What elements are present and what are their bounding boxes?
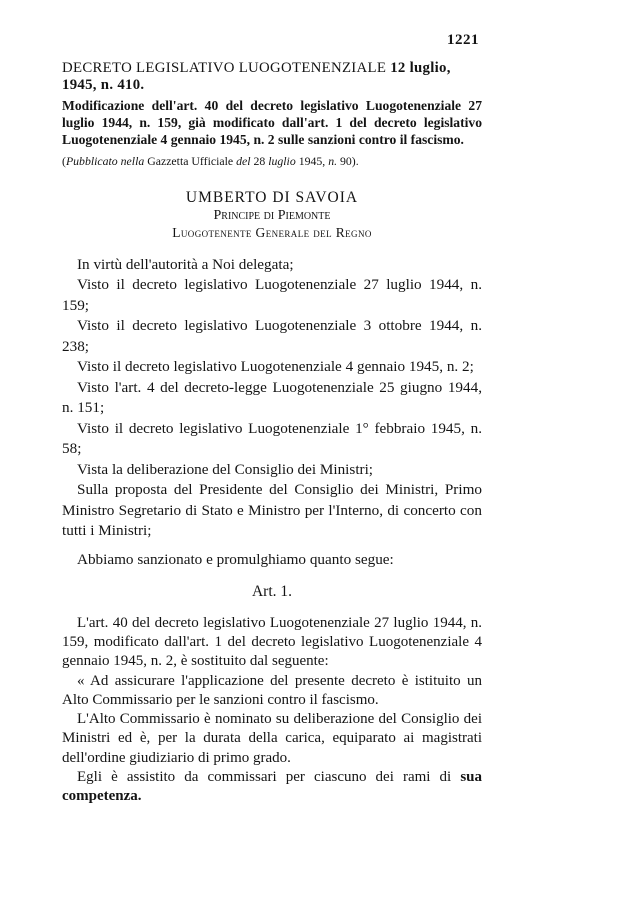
publication-number: 90).	[340, 153, 359, 168]
article-last-end: sua competenza.	[62, 768, 483, 805]
article-heading: Art. 1.	[251, 582, 293, 600]
issuer-name: UMBERTO DI SAVOIA	[185, 188, 359, 206]
publication-day: 28	[253, 153, 266, 168]
article-paragraph	[62, 768, 482, 807]
decree-title-date: 12 luglio, 1945, n. 410.	[62, 60, 451, 93]
preamble-line: Visto il decreto legislativo Luogotenenziale 3 ottobre 1944, n. 238;	[62, 317, 482, 355]
issuer-title-1: Principe di Piemonte	[213, 207, 331, 223]
preamble-line: Vista la deliberazione del Consiglio dei Ministri;	[77, 460, 374, 478]
publication-month: luglio	[268, 153, 296, 168]
preamble-line: Sulla proposta del Presidente del Consiglio dei Ministri, Primo Ministro Segretario di Stato e Ministro per l'Interno, di concerto con tutti i Ministri;	[62, 481, 482, 540]
preamble-line: Visto il decreto legislativo Luogotenenziale 1° febbraio 1945, n. 58;	[62, 419, 482, 458]
issuer-block	[62, 188, 482, 241]
preamble-line: Visto l'art. 4 del decreto-legge Luogotenenziale 25 giugno 1944, n. 151;	[62, 378, 482, 417]
enacting-formula: Abbiamo sanzionato e promulghiamo quanto segue:	[77, 550, 394, 568]
preamble-line: Visto il decreto legislativo Luogotenenziale 4 gennaio 1945, n. 2;	[77, 358, 474, 376]
page-number: 1221	[447, 32, 479, 48]
article-paragraph: L'art. 40 del decreto legislativo Luogotenenziale 27 luglio 1944, n. 159, modificato dall'art. 1 del decreto legislativo Luogotenenziale 4 gennaio 1945, n. 2, è sostituito dal seguente:	[62, 614, 482, 670]
publication-open: (	[62, 153, 66, 168]
article-last-start: Egli è assistito da commissari per ciascuno dei rami di	[77, 768, 452, 785]
decree-title-prefix: DECRETO LEGISLATIVO LUOGOTENENZIALE	[62, 60, 387, 76]
decree-subtitle: Modificazione dell'art. 40 del decreto legislativo Luogotenenziale 27 luglio 1944, n. 159, già modificato dall'art. 1 del decreto legislativo Luogotenenziale 4 gennaio 1945, n. 2 sulle sanzioni contro il fascismo.	[62, 98, 482, 148]
preamble-line: Visto il decreto legislativo Luogotenenziale 27 luglio 1944, n. 159;	[62, 276, 482, 314]
preamble-line: In virtù dell'autorità a Noi delegata;	[77, 255, 294, 273]
publication-gazette: Gazzetta Ufficiale	[147, 153, 234, 168]
document-body	[62, 60, 482, 807]
preamble	[62, 255, 482, 542]
article-paragraph: L'Alto Commissario è nominato su deliberazione del Consiglio dei Ministri ed è, per la durata della carica, equiparato ai magistrati dell'ordine giudiziario di primo grado.	[62, 711, 482, 766]
publication-word: Pubblicato nella	[65, 153, 145, 168]
issuer-title-2: Luogotenente Generale del Regno	[172, 224, 372, 240]
decree-title	[62, 60, 482, 94]
publication-n-label: n.	[328, 153, 338, 168]
publication-del: del	[236, 153, 251, 168]
article-paragraph: « Ad assicurare l'applicazione del presente decreto è istituito un Alto Commissario per le sanzioni contro il fascismo.	[62, 672, 482, 708]
publication-year: 1945,	[298, 153, 326, 168]
article-body	[62, 614, 482, 807]
publication-note	[62, 154, 482, 169]
